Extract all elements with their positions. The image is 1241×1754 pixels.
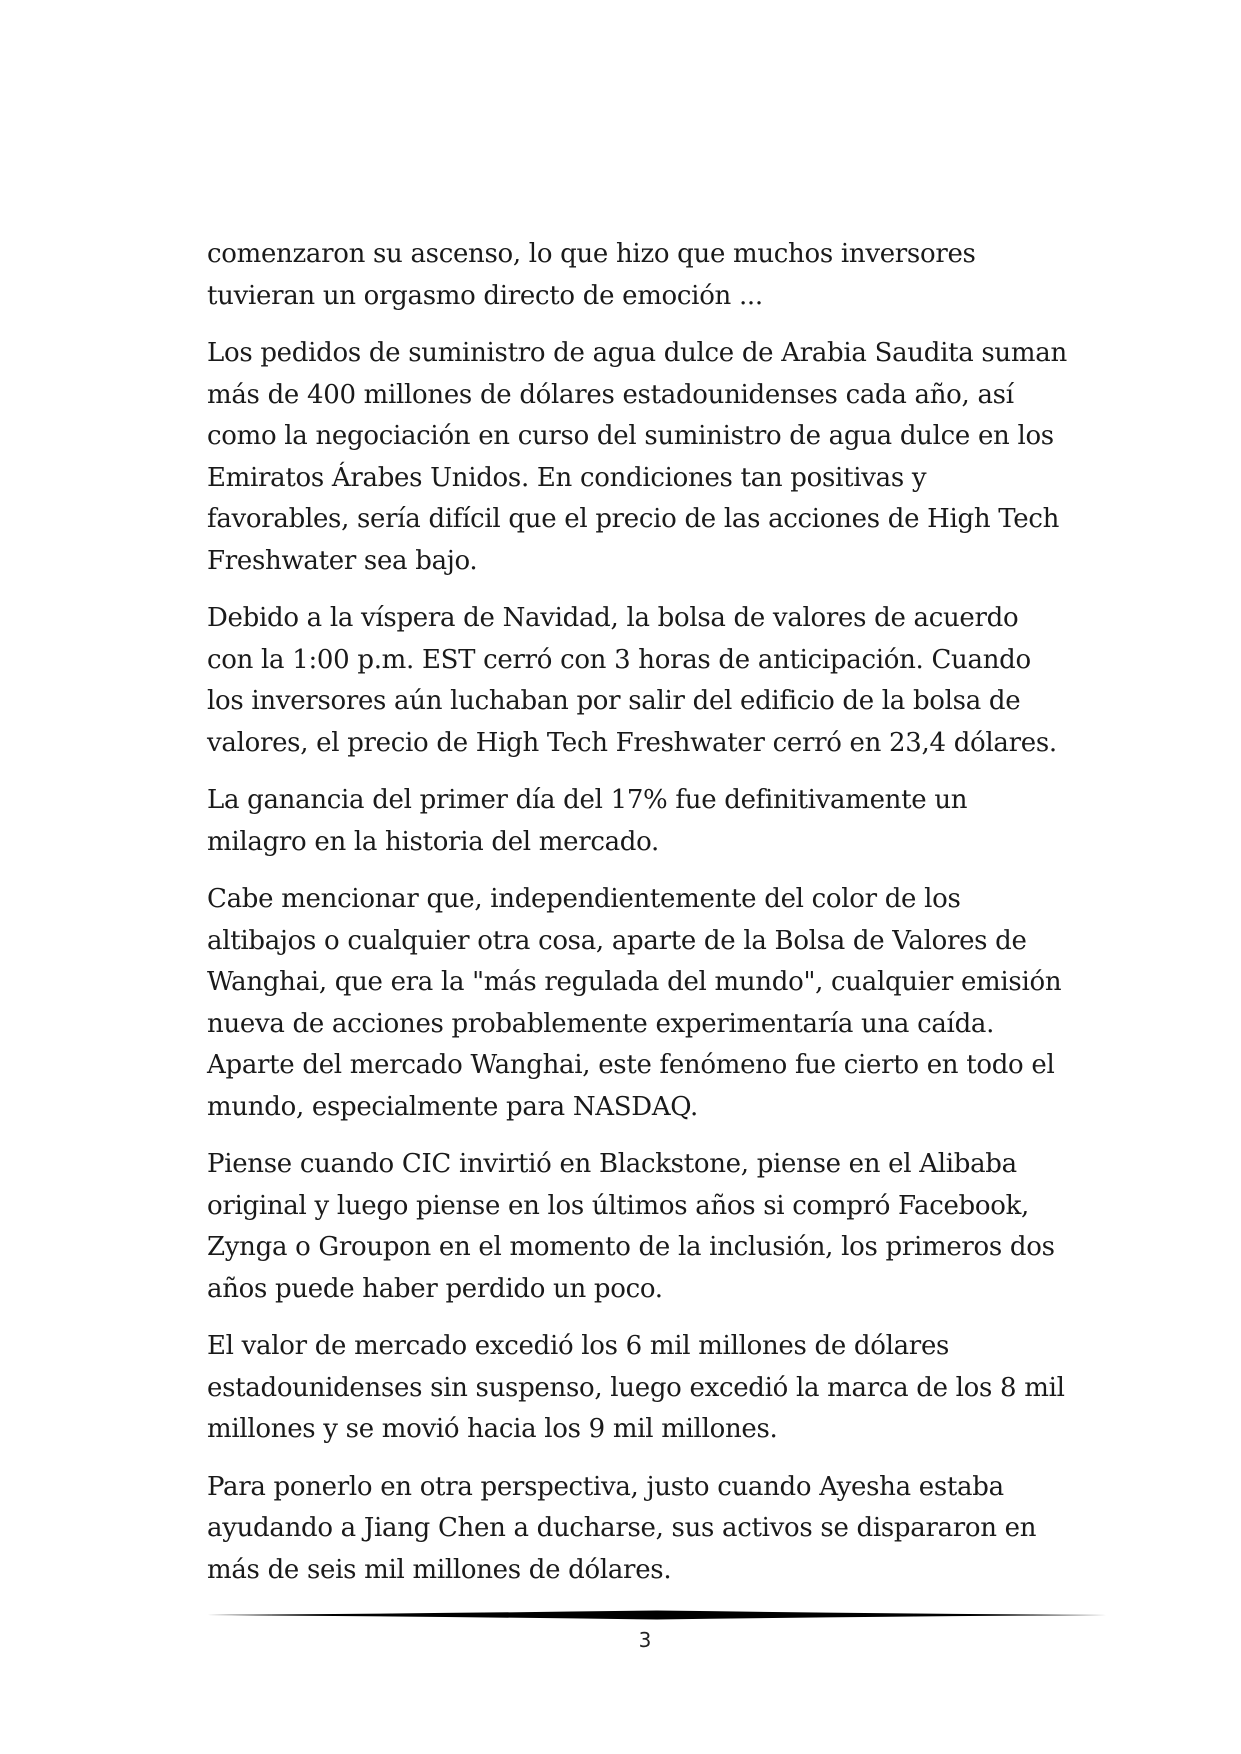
paragraph: Para ponerlo en otra perspectiva, justo cuando Ayesha estaba ayudando a Jiang Chen a ducharse, sus activos se dispararon en más de seis mil millones de dólares. (207, 1471, 1037, 1585)
paragraph: Piense cuando CIC invirtió en Blackstone, piense en el Alibaba original y luego piense en los últimos años si compró Facebook, Zynga o Groupon en el momento de la inclusión, los primeros dos años puede haber perdido un poco. (207, 1149, 1055, 1304)
paragraph: Debido a la víspera de Navidad, la bolsa de valores de acuerdo con la 1:00 p.m. EST cerró con 3 horas de anticipación. Cuando los inversores aún luchaban por salir del edificio de la bolsa de valores, el precio de High Tech Freshwater cerró en 23,4 dólares. (207, 603, 1057, 758)
paragraph: Cabe mencionar que, independientemente del color de los altibajos o cualquier otra cosa, aparte de la Bolsa de Valores de Wanghai, que era la "más regulada del mundo", cualquier emisión nueva de acciones probablemente experimentaría una caída. Aparte del mercado Wanghai, este fenómeno fue cierto en todo el mundo, especialmente para NASDAQ. (207, 884, 1062, 1122)
footer-rule (207, 1609, 1107, 1621)
paragraph: El valor de mercado excedió los 6 mil millones de dólares estadounidenses sin suspenso, luego excedió la marca de los 8 mil millones y se movió hacia los 9 mil millones. (207, 1331, 1065, 1444)
paragraph: comenzaron su ascenso, lo que hizo que muchos inversores tuvieran un orgasmo directo de emoción ... (207, 239, 976, 311)
paragraph: Los pedidos de suministro de agua dulce de Arabia Saudita suman más de 400 millones de dólares estadounidenses cada año, así como la negociación en curso del suministro de agua dulce en los Emiratos Árabes Unidos. En condiciones tan positivas y favorables, sería difícil que el precio de las acciones de High Tech Freshwater sea bajo. (207, 338, 1067, 576)
body-text (207, 234, 1067, 1607)
paragraph: La ganancia del primer día del 17% fue definitivamente un milagro en la historia del mercado. (207, 785, 968, 857)
page-number: 3 (638, 1628, 652, 1652)
